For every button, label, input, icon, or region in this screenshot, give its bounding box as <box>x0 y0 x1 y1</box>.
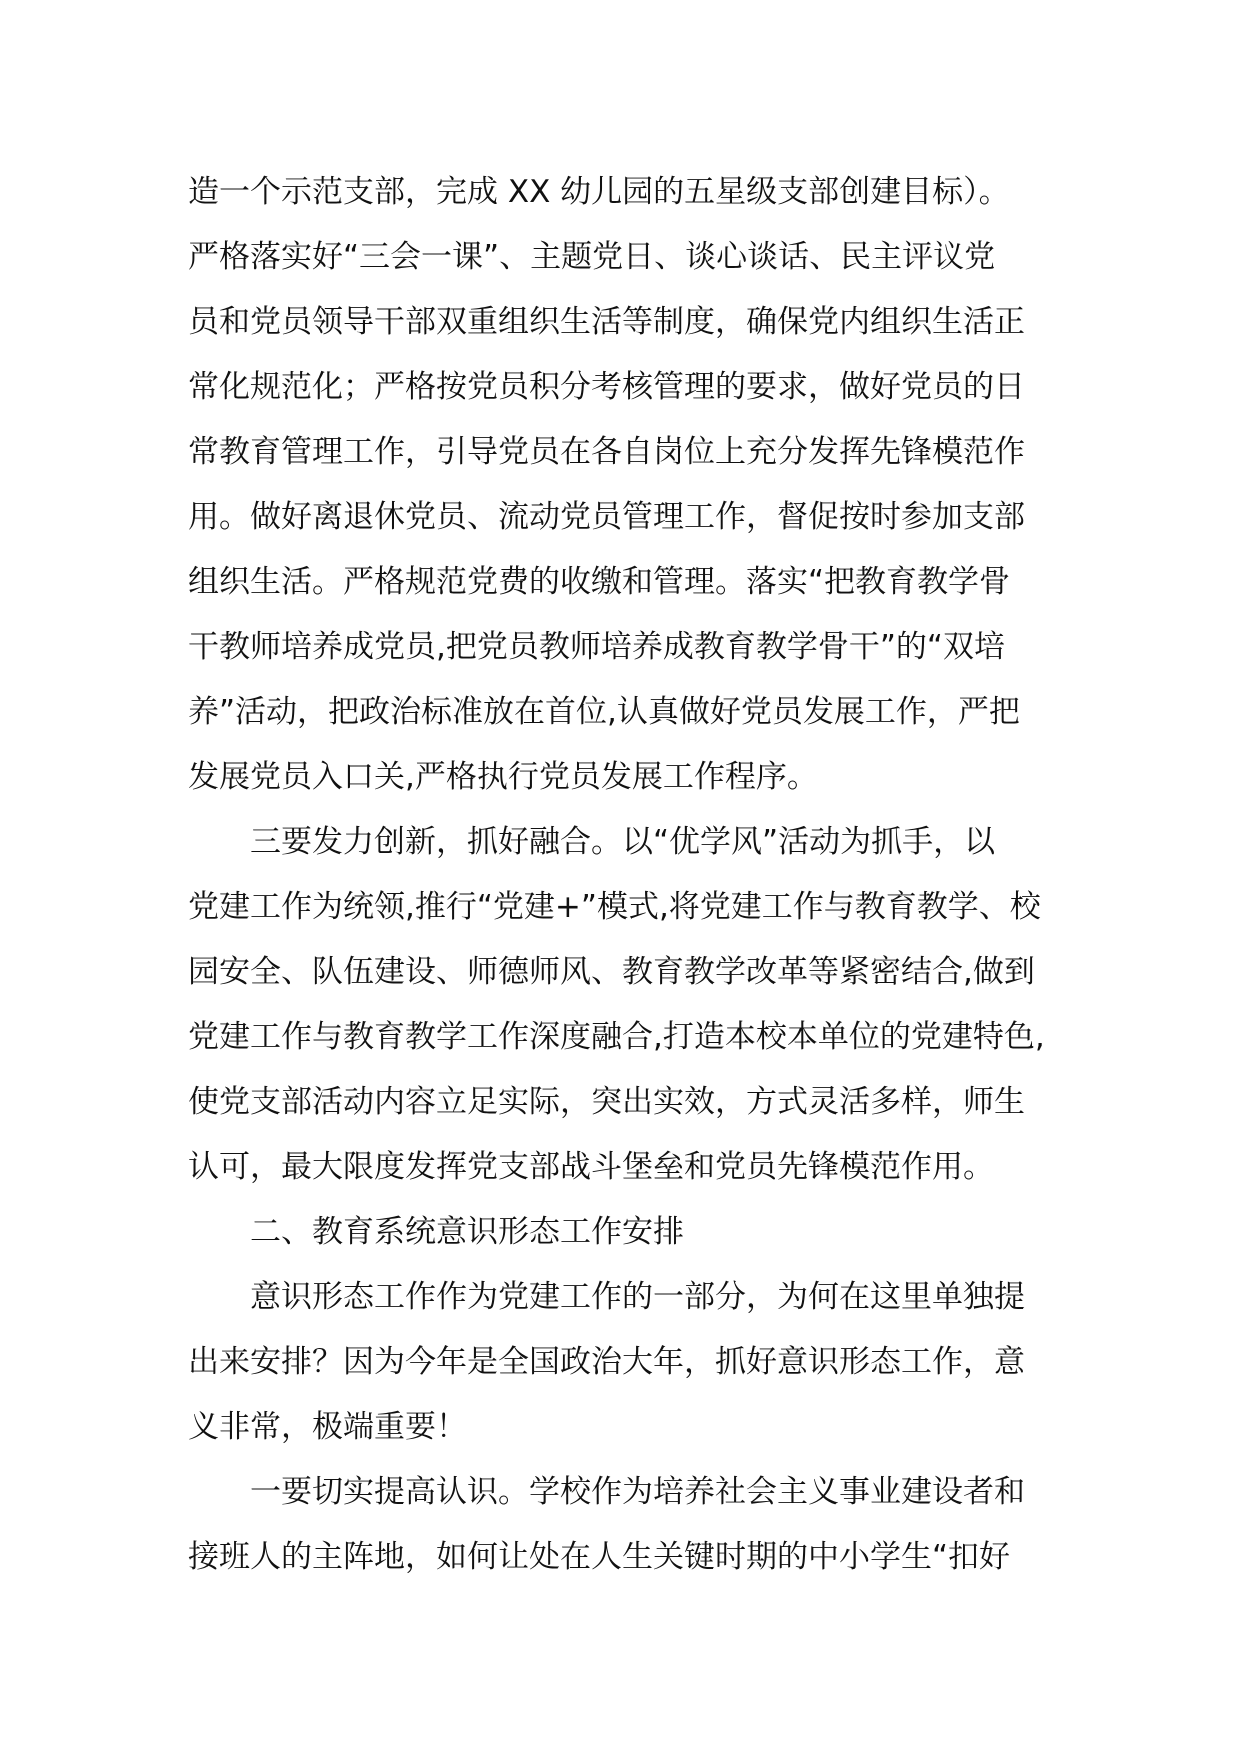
text-line-1: 造一个示范支部，完成 XX 幼儿园的五星级支部创建目标）。 <box>188 174 1010 210</box>
text-line-16: 认可，最大限度发挥党支部战斗堡垒和党员先锋模范作用。 <box>188 1149 994 1185</box>
text-line-19: 出来安排？因为今年是全国政治大年，抓好意识形态工作，意 <box>188 1344 1025 1380</box>
paragraph-start-line: 意识形态工作作为党建工作的一部分，为何在这里单独提 <box>250 1279 1025 1315</box>
text-line-4: 常化规范化；严格按党员积分考核管理的要求，做好党员的日 <box>188 369 1025 405</box>
text-line-13: 园安全、队伍建设、师德师风、教育教学改革等紧密结合,做到 <box>188 954 1035 990</box>
section-heading: 二、教育系统意识形态工作安排 <box>250 1214 684 1250</box>
text-line-2: 严格落实好“三会一课”、主题党日、谈心谈话、民主评议党 <box>188 239 996 275</box>
paragraph-start-line: 三要发力创新，抓好融合。以“优学风”活动为抓手，以 <box>250 824 996 860</box>
text-line-7: 组织生活。严格规范党费的收缴和管理。落实“把教育教学骨 <box>188 564 1011 600</box>
text-line-22: 接班人的主阵地，如何让处在人生关键时期的中小学生“扣好 <box>188 1539 1011 1575</box>
text-line-15: 使党支部活动内容立足实际，突出实效，方式灵活多样，师生 <box>188 1084 1025 1120</box>
text-line-5: 常教育管理工作，引导党员在各自岗位上充分发挥先锋模范作 <box>188 434 1025 470</box>
body-text <box>188 160 1058 1590</box>
text-line-9: 养”活动，把政治标准放在首位,认真做好党员发展工作，严把 <box>188 694 1020 730</box>
text-line-12: 党建工作为统领,推行“党建+”模式,将党建工作与教育教学、校 <box>188 889 1041 925</box>
text-line-3: 员和党员领导干部双重组织生活等制度，确保党内组织生活正 <box>188 304 1025 340</box>
text-line-6: 用。做好离退休党员、流动党员管理工作，督促按时参加支部 <box>188 499 1025 535</box>
text-line-20: 义非常，极端重要！ <box>188 1409 467 1445</box>
paragraph-start-line: 一要切实提高认识。学校作为培养社会主义事业建设者和 <box>250 1474 1025 1510</box>
text-line-10: 发展党员入口关,严格执行党员发展工作程序。 <box>188 759 818 795</box>
text-line-8: 干教师培养成党员,把党员教师培养成教育教学骨干”的“双培 <box>188 629 1005 665</box>
text-line-14: 党建工作与教育教学工作深度融合,打造本校本单位的党建特色, <box>188 1019 1045 1055</box>
